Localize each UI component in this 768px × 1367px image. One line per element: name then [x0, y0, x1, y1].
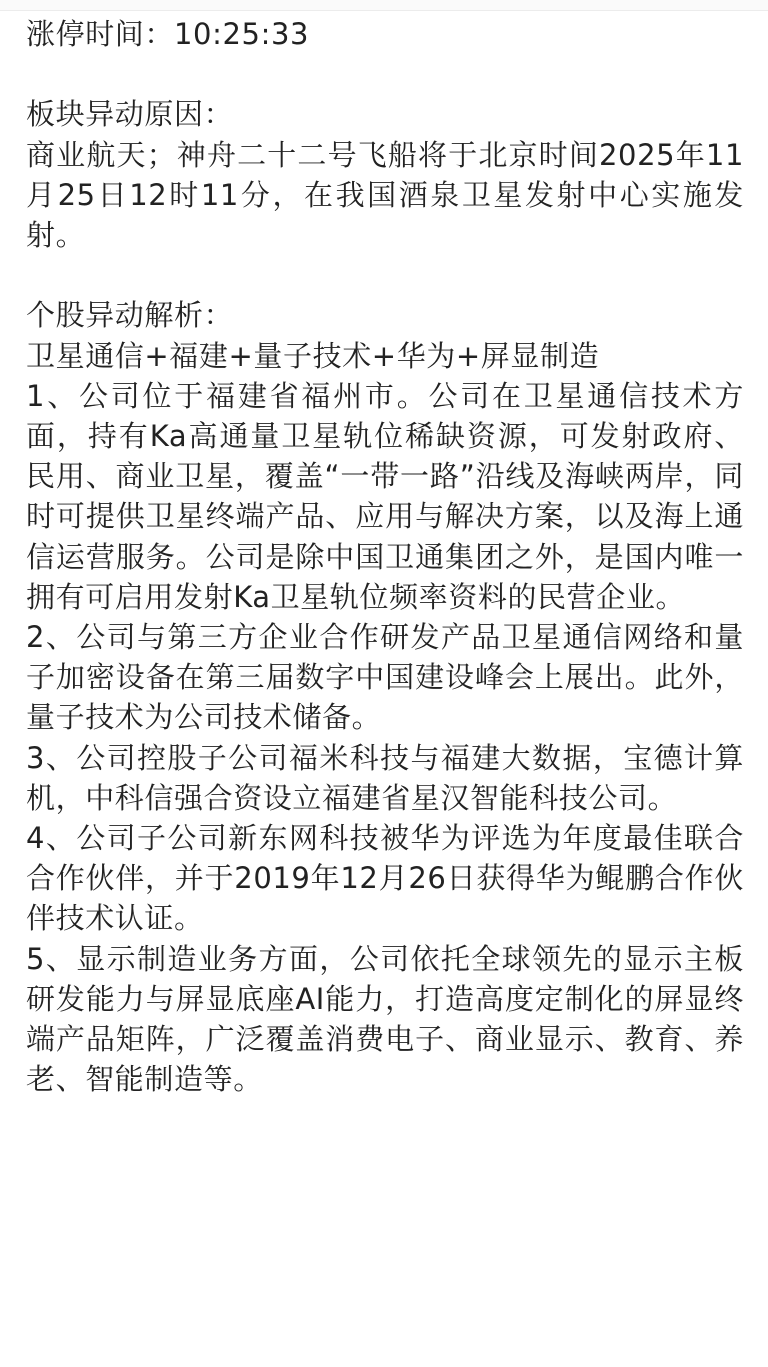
article-body: [26, 14, 744, 1099]
point-1: 1、公司位于福建省福州市。公司在卫星通信技术方面，持有Ka高通量卫星轨位稀缺资源，可发射政府、民用、商业卫星，覆盖“一带一路”沿线及海峡两岸，同时可提供卫星终端产品、应用与解决方案，以及海上通信运营服务。公司是除中国卫通集团之外，是国内唯一拥有可启用发射Ka卫星轨位频率资料的民营企业。: [26, 378, 744, 614]
point-2: 2、公司与第三方企业合作研发产品卫星通信网络和量子加密设备在第三届数字中国建设峰会上展出。此外，量子技术为公司技术储备。: [26, 620, 744, 735]
top-divider: [0, 0, 768, 11]
sector-reason: 商业航天；神舟二十二号飞船将于北京时间2025年11月25日12时11分，在我国酒泉卫星发射中心实施发射。: [26, 137, 744, 252]
concept-tags: 卫星通信+福建+量子技术+华为+屏显制造: [26, 338, 600, 373]
spacer: [26, 255, 744, 295]
point-3: 3、公司控股子公司福米科技与福建大数据，宝德计算机，中科信强合资设立福建省星汉智能科技公司。: [26, 740, 744, 815]
point-5: 5、显示制造业务方面，公司依托全球领先的显示主板研发能力与屏显底座AI能力，打造高度定制化的屏显终端产品矩阵，广泛覆盖消费电子、商业显示、教育、养老、智能制造等。: [26, 941, 744, 1097]
limit-up-time: 涨停时间：10:25:33: [26, 17, 310, 51]
point-4: 4、公司子公司新东网科技被华为评选为年度最佳联合合作伙伴，并于2019年12月26日获得华为鲲鹏合作伙伴技术认证。: [26, 821, 744, 936]
spacer: [26, 54, 744, 94]
stock-heading: 个股异动解析：: [26, 298, 234, 333]
sector-heading: 板块异动原因：: [26, 97, 234, 132]
